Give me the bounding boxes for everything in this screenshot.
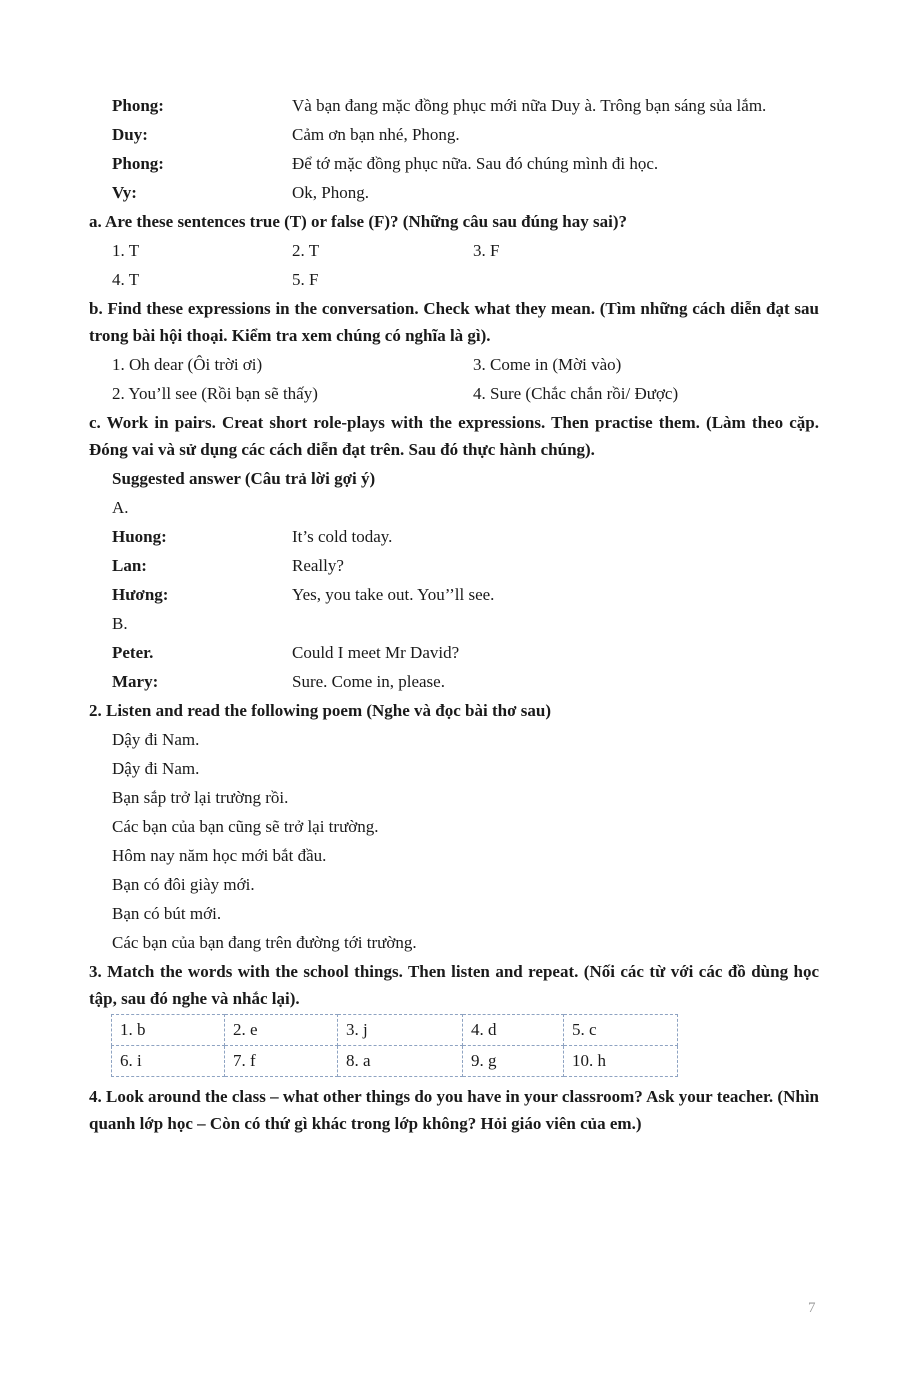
section-c-heading-line: c. Work in pairs. Creat short role-plays with the expressions. Then practise them. (Làm: [89, 413, 746, 432]
dialogue-line-part: Và bạn đang mặc đồng phục mới nữa Duy à. Trông bạn sáng: [292, 96, 706, 115]
table-cell: 9. g: [463, 1046, 564, 1077]
expression-item: 2. You’ll see (Rồi bạn sẽ thấy): [112, 384, 318, 403]
table-cell: 6. i: [112, 1046, 225, 1077]
dialogue-line: Sure. Come in, please.: [292, 672, 445, 691]
dialogue-row: [89, 179, 819, 206]
roleplay-b-label: B.: [112, 614, 128, 633]
dialogue-row: [89, 92, 819, 119]
expression-item: 1. Oh dear (Ôi trời ơi): [112, 355, 263, 374]
speaker-label: Mary:: [112, 672, 159, 691]
answer-item: 1. T: [112, 241, 140, 260]
answer-item: 2. T: [292, 241, 320, 260]
dialogue-row: [89, 121, 819, 148]
dialogue-line: Really?: [292, 556, 344, 575]
dialogue-line: [292, 92, 819, 119]
table-cell: 5. c: [564, 1015, 678, 1046]
table-cell: 2. e: [225, 1015, 338, 1046]
expression-item: 4. Sure (Chắc chắn rồi/ Được): [473, 384, 679, 403]
speaker-label: Huong:: [112, 527, 167, 546]
answer-item: 3. F: [473, 241, 500, 260]
section-a-heading: a. Are these sentences true (T) or false (F)? (Những câu sau đúng hay sai)?: [89, 212, 627, 231]
section-4-heading-end: em.): [609, 1114, 642, 1133]
matching-answer-table: [111, 1014, 678, 1077]
poem-line: Các bạn của bạn cũng sẽ trở lại trường.: [112, 817, 379, 836]
dialogue-line: Cảm ơn bạn nhé, Phong.: [292, 125, 460, 144]
section-b-heading: [89, 295, 819, 349]
poem-line: Các bạn của bạn đang trên đường tới trường.: [112, 933, 417, 952]
page-number: 7: [808, 1300, 816, 1316]
section-2-heading: 2. Listen and read the following poem (Nghe và đọc bài thơ sau): [89, 701, 551, 720]
poem-line: Bạn có đôi giày mới.: [112, 875, 255, 894]
section-3-heading-line: 3. Match the words with the school things. Then listen and repeat. (Nối các từ với các: [89, 962, 723, 981]
section-4-heading-cont: teacher. (Nhìn quanh lớp học – Còn có thứ gì khác trong lớp không? Hỏi giáo viên của: [89, 1087, 820, 1133]
answer-item: 4. T: [112, 270, 140, 289]
table-cell: 3. j: [338, 1015, 463, 1046]
speaker-label: Duy:: [112, 125, 148, 144]
section-c-heading: [89, 409, 819, 463]
dialogue-line: Ok, Phong.: [292, 183, 369, 202]
section-4-heading-line: 4. Look around the class – what other things do you have in your classroom? Ask your: [89, 1087, 713, 1106]
speaker-label: Lan:: [112, 556, 147, 575]
dialogue-line-part: sủa lắm.: [709, 96, 767, 115]
dialogue-row: [89, 552, 819, 579]
speaker-label: Phong:: [112, 154, 164, 173]
table-cell: 7. f: [225, 1046, 338, 1077]
dialogue-line: Để tớ mặc đồng phục nữa. Sau đó chúng mình đi học.: [292, 154, 659, 173]
table-row: [112, 1015, 678, 1046]
dialogue-row: [89, 150, 819, 177]
section-3-heading: [89, 958, 819, 1012]
speaker-label: Phong:: [112, 96, 164, 115]
expression-row: [89, 351, 819, 378]
table-row: [112, 1046, 678, 1077]
poem-line: Bạn có bút mới.: [112, 904, 222, 923]
section-b-heading-cont: cách diễn đạt sau trong bài hội thoại. Kiểm tra xem chúng có nghĩa là gì).: [89, 299, 819, 345]
dialogue-row: [89, 523, 819, 550]
answer-row: [89, 237, 819, 264]
dialogue-line: Yes, you take out. You’’ll see.: [292, 585, 495, 604]
answer-spacer: [473, 266, 819, 293]
dialogue-row: [89, 581, 819, 608]
poem-line: Bạn sắp trở lại trường rồi.: [112, 788, 289, 807]
section-4-heading: [89, 1083, 819, 1137]
dialogue-line: Could I meet Mr David?: [292, 643, 460, 662]
poem-line: Dậy đi Nam.: [112, 730, 200, 749]
dialogue-row: [89, 668, 819, 695]
table-cell: 1. b: [112, 1015, 225, 1046]
section-b-heading-line: b. Find these expressions in the conversation. Check what they mean. (Tìm những: [89, 299, 688, 318]
speaker-label: Hương:: [112, 585, 169, 604]
answer-item: 5. F: [292, 270, 319, 289]
section-c-heading-cont: theo cặp. Đóng vai và sử dụng các cách diễn đạt trên. Sau đó thực hành chúng).: [89, 413, 819, 459]
poem-line: Dậy đi Nam.: [112, 759, 200, 778]
answer-row: [89, 266, 819, 293]
speaker-label: Vy:: [112, 183, 137, 202]
suggested-answer-label: Suggested answer (Câu trả lời gợi ý): [112, 469, 376, 488]
table-cell: 8. a: [338, 1046, 463, 1077]
dialogue-row: [89, 639, 819, 666]
table-cell: 10. h: [564, 1046, 678, 1077]
poem-line: Hôm nay năm học mới bắt đầu.: [112, 846, 327, 865]
table-cell: 4. d: [463, 1015, 564, 1046]
speaker-label: Peter.: [112, 643, 154, 662]
roleplay-a-label: A.: [112, 498, 129, 517]
expression-row: [89, 380, 819, 407]
section-3-heading-cont: đồ dùng học tập, sau đó nghe và nhắc lại).: [89, 962, 819, 1008]
dialogue-line: It’s cold today.: [292, 527, 393, 546]
expression-item: 3. Come in (Mời vào): [473, 355, 622, 374]
